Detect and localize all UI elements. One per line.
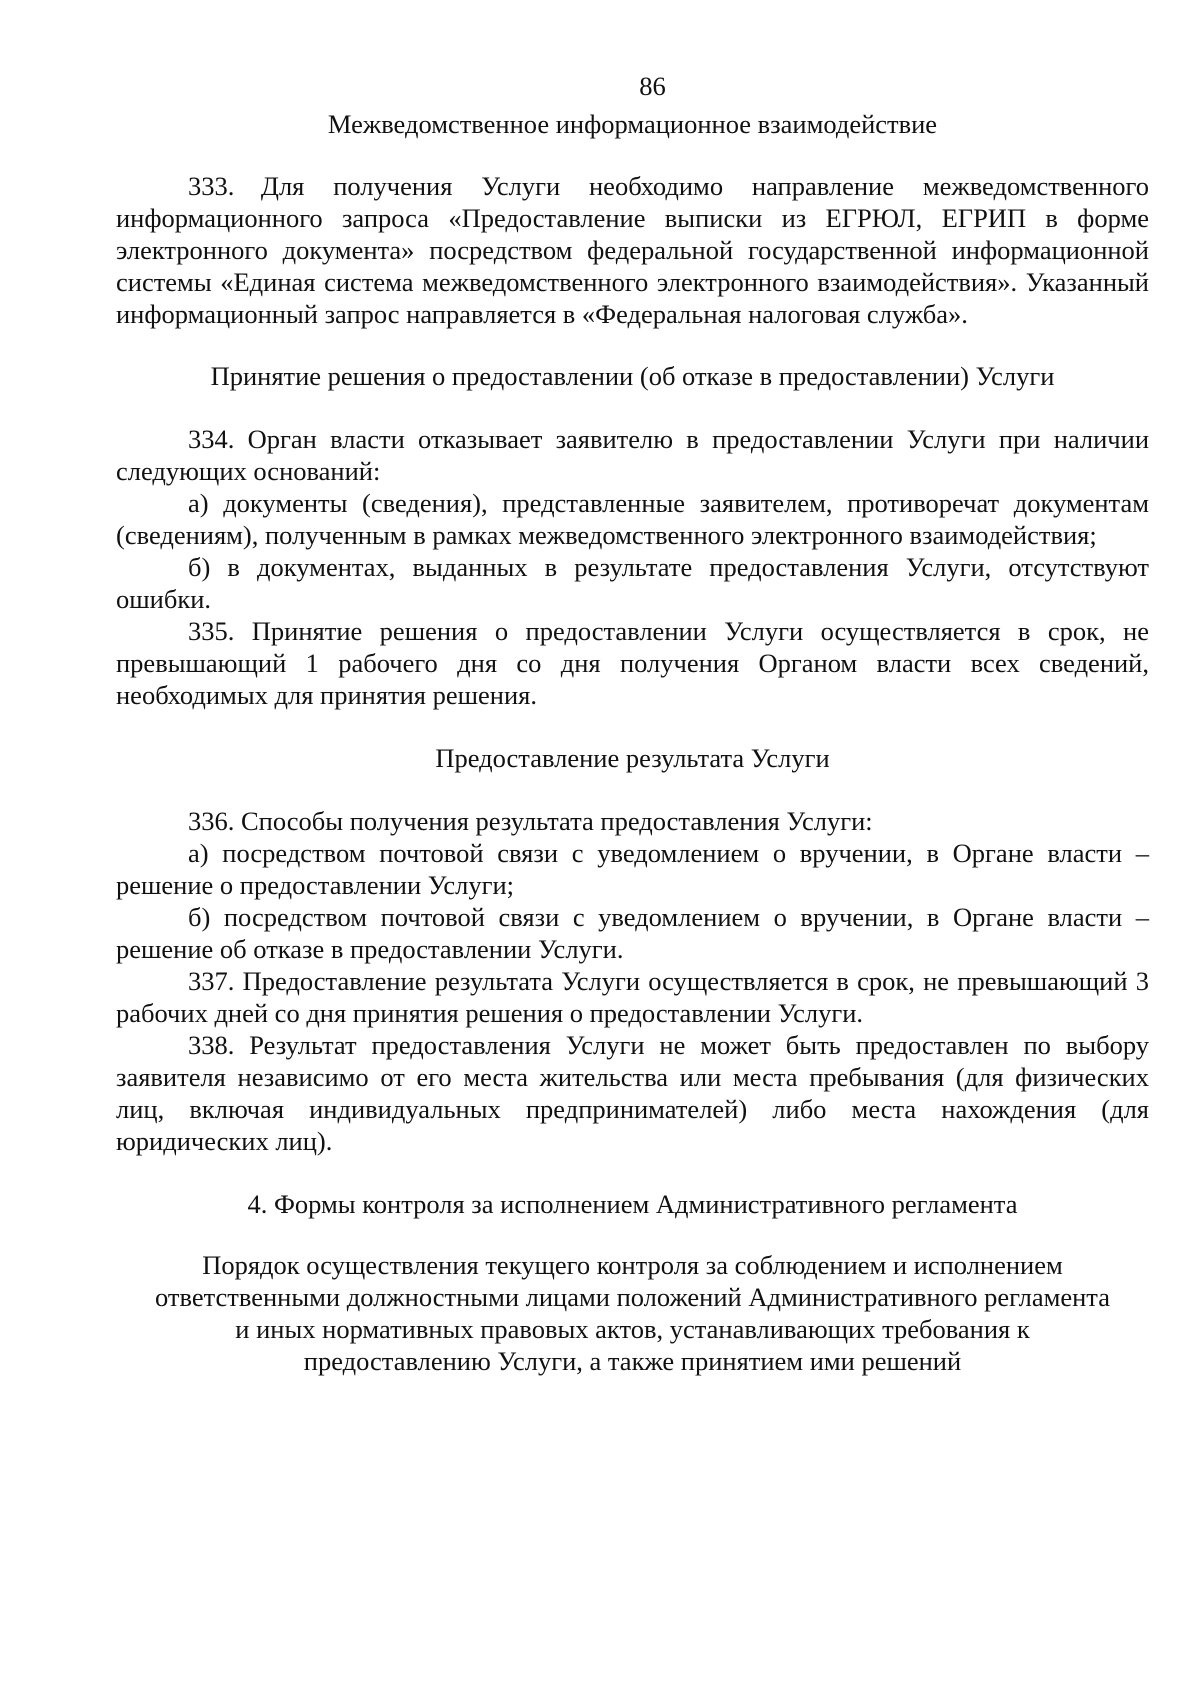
subheading-line: ответственными должностными лицами положений Административного регламента [155,1282,1110,1312]
heading-decision: Принятие решения о предоставлении (об отказе в предоставлении) Услуги [210,361,1055,391]
page-number: 86 [639,71,666,101]
paragraph-333: 333. Для получения Услуги необходимо направление межведомственного информационного запроса «Предоставление выписки из ЕГРЮЛ, ЕГРИП в форме электронного документа» посредством федеральной государственной информационной системы «Единая система межведомственного электронного взаимодействия». Указанный информационный запрос направляется в «Федеральная налоговая служба». [116,171,1149,329]
subheading-line: и иных нормативных правовых актов, устанавливающих требования к [235,1314,1030,1344]
heading-section-4: 4. Формы контроля за исполнением Административного регламента [247,1189,1018,1219]
paragraph-336-b: б) посредством почтовой связи с уведомлением о вручении, в Органе власти – решение об отказе в предоставлении Услуги. [116,902,1149,964]
paragraph-334: 334. Орган власти отказывает заявителю в предоставлении Услуги при наличии следующих оснований: [116,424,1149,486]
heading-result: Предоставление результата Услуги [435,743,830,773]
paragraph-336: 336. Способы получения результата предоставления Услуги: [188,806,873,836]
paragraph-338: 338. Результат предоставления Услуги не может быть предоставлен по выбору заявителя независимо от его места жительства или места пребывания (для физических лиц, включая индивидуальных предпринимателей) либо места нахождения (для юридических лиц). [116,1030,1149,1156]
paragraph-334-b: б) в документах, выданных в результате предоставления Услуги, отсутствуют ошибки. [116,552,1149,614]
heading-interagency: Межведомственное информационное взаимодействие [327,109,938,139]
subheading-line: Порядок осуществления текущего контроля за соблюдением и исполнением [202,1250,1063,1280]
paragraph-336-a: а) посредством почтовой связи с уведомлением о вручении, в Органе власти – решение о предоставлении Услуги; [116,838,1149,900]
subheading-line: предоставлению Услуги, а также принятием ими решений [303,1346,962,1376]
subheading-control-order [116,1249,1149,1377]
paragraph-335: 335. Принятие решения о предоставлении Услуги осуществляется в срок, не превышающий 1 рабочего дня со дня получения Органом власти всех сведений, необходимых для принятия решения. [116,616,1149,710]
paragraph-337: 337. Предоставление результата Услуги осуществляется в срок, не превышающий 3 рабочих дней со дня принятия решения о предоставлении Услуги. [116,966,1149,1028]
paragraph-334-a: а) документы (сведения), представленные заявителем, противоречат документам (сведениям), полученным в рамках межведомственного электронного взаимодействия; [116,488,1149,550]
document-page [116,70,1149,1377]
